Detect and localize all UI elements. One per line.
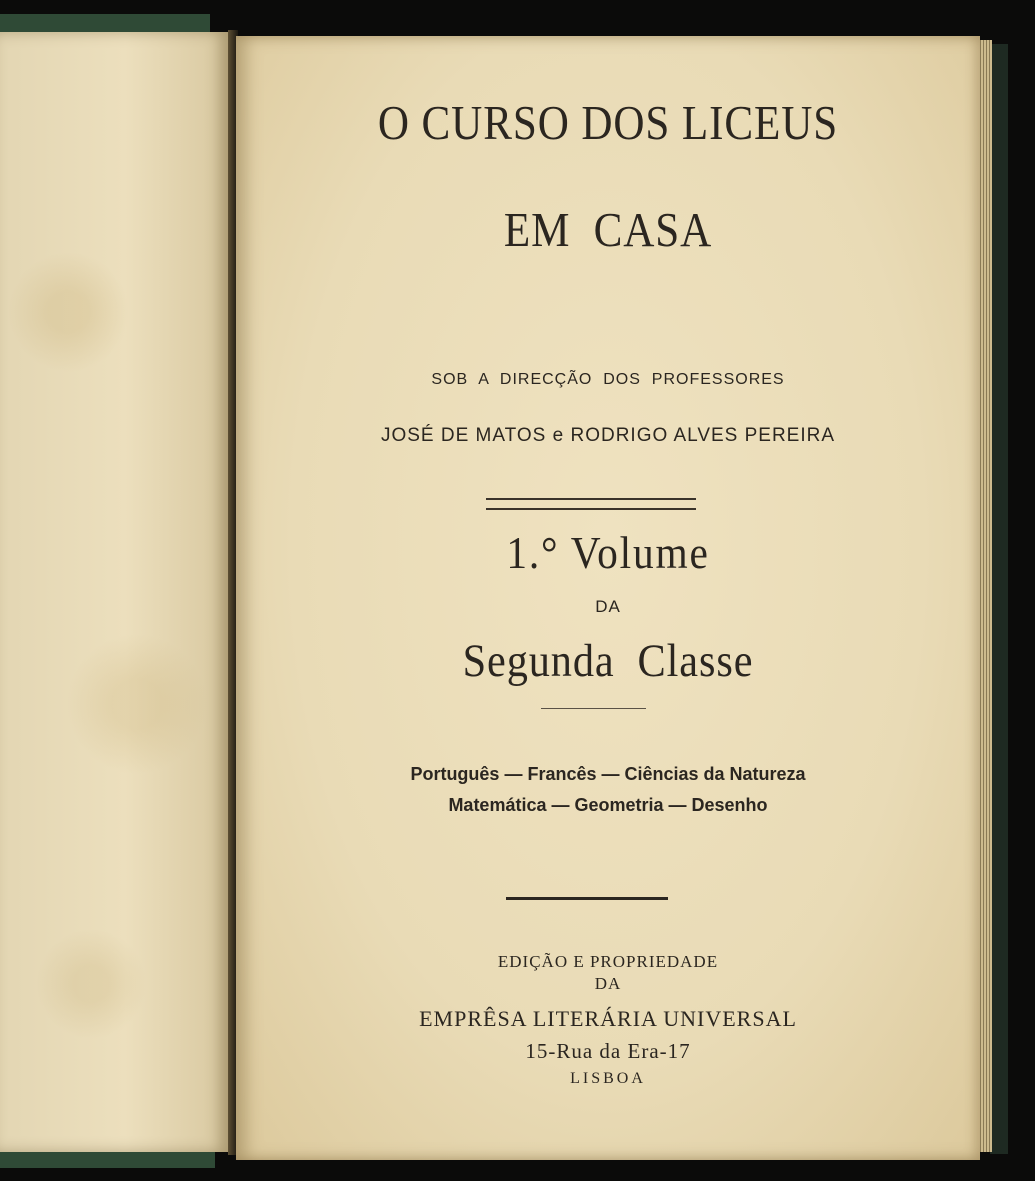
class-heading: Segunda Classe — [462, 635, 754, 687]
subjects-line1: Português — Francês — Ciências da Natureza — [410, 764, 806, 784]
publisher-city: LISBOA — [570, 1070, 646, 1087]
double-rule-divider — [486, 498, 696, 510]
publisher-address: 15-Rua da Era-17 — [525, 1039, 691, 1063]
da-label: DA — [595, 597, 621, 616]
book-title-line2: EM CASA — [503, 202, 713, 257]
authors-line: JOSÉ DE MATOS e RODRIGO ALVES PEREIRA — [380, 425, 836, 446]
edition-line2: DA — [594, 974, 622, 993]
direction-line: SOB A DIRECÇÃO DOS PROFESSORES — [431, 371, 785, 388]
volume-heading: 1.° Volume — [506, 527, 710, 578]
book-title-line1: O CURSO DOS LICEUS — [377, 95, 839, 150]
title-page — [236, 36, 980, 1160]
book-cover-bottom-left — [0, 1150, 215, 1168]
left-endpaper — [0, 32, 228, 1152]
thick-rule-divider — [506, 897, 668, 900]
subjects-line2: Matemática — Geometria — Desenho — [448, 795, 768, 815]
thin-rule-divider — [541, 708, 646, 709]
edition-line1: EDIÇÃO E PROPRIEDADE — [497, 952, 719, 971]
book-cover-top-left — [0, 14, 210, 34]
page-edges — [978, 40, 992, 1152]
book-cover-right-edge — [990, 44, 1008, 1154]
publisher-name: EMPRÊSA LITERÁRIA UNIVERSAL — [419, 1006, 797, 1031]
